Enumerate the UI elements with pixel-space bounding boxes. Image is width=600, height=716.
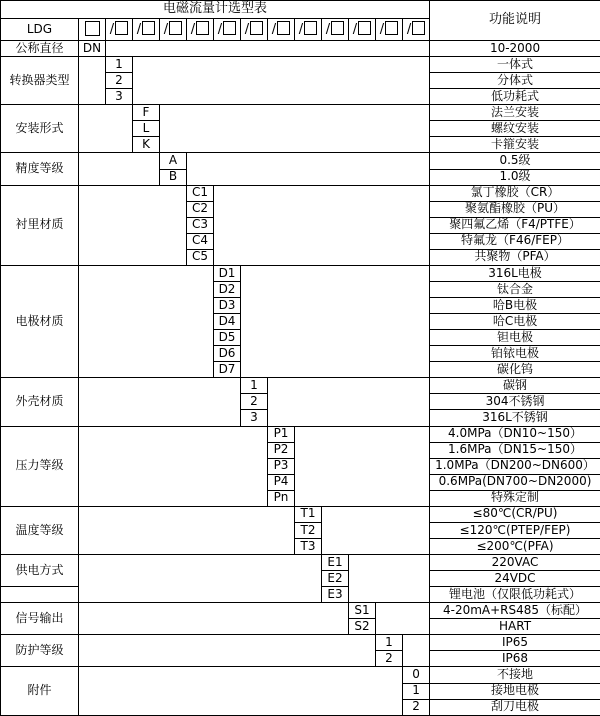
empty-square-checkbox-icon	[331, 21, 344, 35]
desc-cell: 1.0MPa（DN200~DN600）	[430, 458, 600, 474]
code-cell: T1	[295, 506, 322, 522]
desc-cell: 分体式	[430, 73, 600, 89]
desc-cell: 220VAC	[430, 555, 600, 571]
filler-cell	[79, 603, 349, 635]
filler-cell	[322, 506, 430, 554]
desc-cell: 哈B电极	[430, 298, 600, 314]
filler-cell	[106, 41, 430, 57]
model-code-cell: /	[376, 19, 403, 41]
model-code-cell: /	[214, 19, 241, 41]
code-cell: 1	[241, 378, 268, 394]
filler-cell	[133, 57, 430, 105]
desc-cell: 0.5级	[430, 153, 600, 169]
empty-square-checkbox-icon	[85, 21, 100, 36]
code-cell: C4	[187, 233, 214, 249]
desc-cell: HART	[430, 619, 600, 635]
filler-cell	[79, 667, 403, 716]
empty-square-checkbox-icon	[385, 21, 398, 35]
code-cell: S1	[349, 603, 376, 619]
section-label: 精度等级	[1, 153, 79, 185]
code-cell: 2	[376, 651, 403, 667]
code-cell: E2	[322, 571, 349, 587]
code-cell: D7	[214, 362, 241, 378]
model-code-cell: /	[106, 19, 133, 41]
filler-cell	[295, 426, 430, 506]
desc-cell: 316L不锈钢	[430, 410, 600, 426]
desc-cell: 氯丁橡胶（CR）	[430, 185, 600, 201]
filler-cell	[79, 105, 133, 153]
code-cell: E1	[322, 555, 349, 571]
filler-cell	[79, 555, 322, 603]
model-code-cell: /	[349, 19, 376, 41]
code-cell: 2	[241, 394, 268, 410]
filler-cell	[187, 153, 430, 185]
page-title: 电磁流量计选型表	[1, 1, 430, 19]
empty-square-checkbox-icon	[412, 21, 425, 35]
empty-square-checkbox-icon	[304, 21, 317, 35]
code-cell: 2	[106, 73, 133, 89]
code-cell: C1	[187, 185, 214, 201]
code-cell: D4	[214, 314, 241, 330]
model-code-cell: /	[133, 19, 160, 41]
code-cell: T3	[295, 538, 322, 554]
filler-cell	[79, 265, 214, 377]
desc-cell: 法兰安装	[430, 105, 600, 121]
desc-cell: 1.6MPa（DN15~150）	[430, 442, 600, 458]
code-cell: K	[133, 137, 160, 153]
desc-cell: 10-2000	[430, 41, 600, 57]
code-cell: C5	[187, 249, 214, 265]
desc-cell: 304不锈钢	[430, 394, 600, 410]
code-cell: P4	[268, 474, 295, 490]
desc-cell: 特氟龙（F46/FEP）	[430, 233, 600, 249]
filler-cell	[268, 378, 430, 426]
code-cell: B	[160, 169, 187, 185]
desc-cell: IP65	[430, 635, 600, 651]
code-cell: P2	[268, 442, 295, 458]
filler-cell	[403, 635, 430, 667]
model-code-cell: /	[160, 19, 187, 41]
code-cell: 1	[376, 635, 403, 651]
filler-cell	[160, 105, 430, 153]
function-column-header: 功能说明	[430, 1, 600, 41]
desc-cell: 哈C电极	[430, 314, 600, 330]
model-code-cell: /	[241, 19, 268, 41]
model-code-cell	[79, 19, 106, 41]
code-cell: P1	[268, 426, 295, 442]
code-cell: P3	[268, 458, 295, 474]
empty-square-checkbox-icon	[277, 21, 290, 35]
code-cell: A	[160, 153, 187, 169]
filler-cell	[79, 426, 268, 506]
filler-cell	[376, 603, 430, 635]
section-label: 公称直径	[1, 41, 79, 57]
desc-cell: 碳化钨	[430, 362, 600, 378]
desc-cell: 共聚物（PFA）	[430, 249, 600, 265]
desc-cell: 24VDC	[430, 571, 600, 587]
desc-cell: 4-20mA+RS485（标配）	[430, 603, 600, 619]
code-cell: C2	[187, 201, 214, 217]
code-cell: 0	[403, 667, 430, 683]
code-cell: C3	[187, 217, 214, 233]
desc-cell: 316L电极	[430, 265, 600, 281]
filler-cell	[79, 378, 241, 426]
filler-cell	[1, 587, 79, 603]
desc-cell: 特殊定制	[430, 490, 600, 506]
section-label: 安装形式	[1, 105, 79, 153]
section-label: 外壳材质	[1, 378, 79, 426]
model-code-cell: /	[322, 19, 349, 41]
desc-cell: 钽电极	[430, 330, 600, 346]
desc-cell: 刮刀电极	[430, 699, 600, 715]
section-label: 压力等级	[1, 426, 79, 506]
filler-cell	[79, 635, 376, 667]
code-cell: D2	[214, 281, 241, 297]
desc-cell: ≤80℃(CR/PU)	[430, 506, 600, 522]
model-prefix-label: LDG	[1, 19, 79, 41]
section-label: 附件	[1, 667, 79, 716]
empty-square-checkbox-icon	[196, 21, 209, 35]
section-label: 防护等级	[1, 635, 79, 667]
empty-square-checkbox-icon	[250, 21, 263, 35]
desc-cell: 1.0级	[430, 169, 600, 185]
empty-square-checkbox-icon	[115, 21, 128, 35]
desc-cell: 不接地	[430, 667, 600, 683]
desc-cell: 一体式	[430, 57, 600, 73]
code-cell: 3	[106, 89, 133, 105]
desc-cell: 低功耗式	[430, 89, 600, 105]
code-cell: D6	[214, 346, 241, 362]
desc-cell: 0.6MPa(DN700~DN2000)	[430, 474, 600, 490]
desc-cell: 铂铱电极	[430, 346, 600, 362]
desc-cell: 聚四氟乙烯（F4/PTFE）	[430, 217, 600, 233]
section-label: 转换器类型	[1, 57, 79, 105]
empty-square-checkbox-icon	[169, 21, 182, 35]
desc-cell: ≤200℃(PFA)	[430, 538, 600, 554]
code-cell: L	[133, 121, 160, 137]
desc-cell: 卡箍安装	[430, 137, 600, 153]
code-cell: DN	[79, 41, 106, 57]
model-code-cell: /	[187, 19, 214, 41]
filler-cell	[79, 153, 160, 185]
filler-cell	[79, 57, 106, 105]
empty-square-checkbox-icon	[223, 21, 236, 35]
section-label: 信号输出	[1, 603, 79, 635]
code-cell: D3	[214, 298, 241, 314]
desc-cell: 4.0MPa（DN10~150）	[430, 426, 600, 442]
desc-cell: 聚氨酯橡胶（PU）	[430, 201, 600, 217]
desc-cell: 螺纹安装	[430, 121, 600, 137]
section-label: 温度等级	[1, 506, 79, 554]
section-label: 电极材质	[1, 265, 79, 377]
code-cell: 1	[106, 57, 133, 73]
section-label: 衬里材质	[1, 185, 79, 265]
model-code-cell: /	[295, 19, 322, 41]
desc-cell: 钛合金	[430, 281, 600, 297]
code-cell: T2	[295, 522, 322, 538]
code-cell: 3	[241, 410, 268, 426]
section-label: 供电方式	[1, 555, 79, 587]
model-code-cell: /	[268, 19, 295, 41]
filler-cell	[241, 265, 430, 377]
desc-cell: IP68	[430, 651, 600, 667]
filler-cell	[214, 185, 430, 265]
code-cell: Pn	[268, 490, 295, 506]
code-cell: D5	[214, 330, 241, 346]
empty-square-checkbox-icon	[358, 21, 371, 35]
code-cell: D1	[214, 265, 241, 281]
filler-cell	[349, 555, 430, 603]
desc-cell: 锂电池（仅限低功耗式）	[430, 587, 600, 603]
code-cell: F	[133, 105, 160, 121]
code-cell: S2	[349, 619, 376, 635]
empty-square-checkbox-icon	[142, 21, 155, 35]
filler-cell	[79, 185, 187, 265]
code-cell: E3	[322, 587, 349, 603]
filler-cell	[79, 506, 295, 554]
code-cell: 2	[403, 699, 430, 715]
desc-cell: 碳钢	[430, 378, 600, 394]
code-cell: 1	[403, 683, 430, 699]
desc-cell: 接地电极	[430, 683, 600, 699]
model-code-cell: /	[403, 19, 430, 41]
desc-cell: ≤120℃(PTEP/FEP)	[430, 522, 600, 538]
